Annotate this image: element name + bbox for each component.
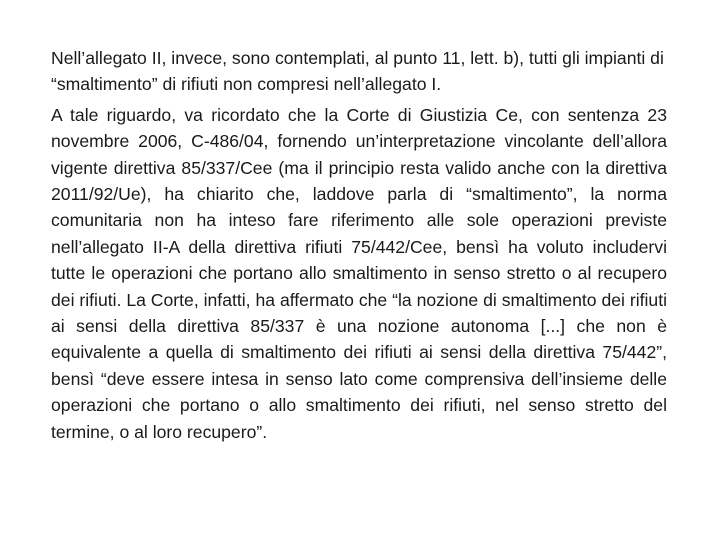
paragraph-court-ruling: A tale riguardo, va ricordato che la Corte di Giustizia Ce, con sentenza 23 novembre 2006, C-486/04, fornendo un’interpretazione vincolante dell’allora vigente direttiva 85/337/Cee (ma il principio resta valido anche con la direttiva 2011/92/Ue), ha chiarito che, laddove parla di “smaltimento”, la norma comunitaria non ha inteso fare riferimento alle sole operazioni previste nell’allegato II-A della direttiva rifiuti 75/442/Cee, bensì ha voluto includervi tutte le operazioni che portano allo smaltimento in senso stretto o al recupero dei rifiuti. La Corte, infatti, ha affermato che “la nozione di smaltimento dei rifiuti ai sensi della direttiva 85/337 è una nozione autonoma [...] che non è equivalente a quella di smaltimento dei rifiuti ai sensi della direttiva 75/442”, bensì “deve essere intesa in senso lato come comprensiva dell’insieme delle operazioni che portano o allo smaltimento dei rifiuti, nel senso stretto del termine, o al loro recupero”.	[51, 104, 667, 442]
text-body	[51, 45, 667, 449]
paragraph-annex-ii: Nell’allegato II, invece, sono contemplati, al punto 11, lett. b), tutti gli impianti di “smaltimento” di rifiuti non compresi nell’allegato I.	[51, 48, 664, 95]
